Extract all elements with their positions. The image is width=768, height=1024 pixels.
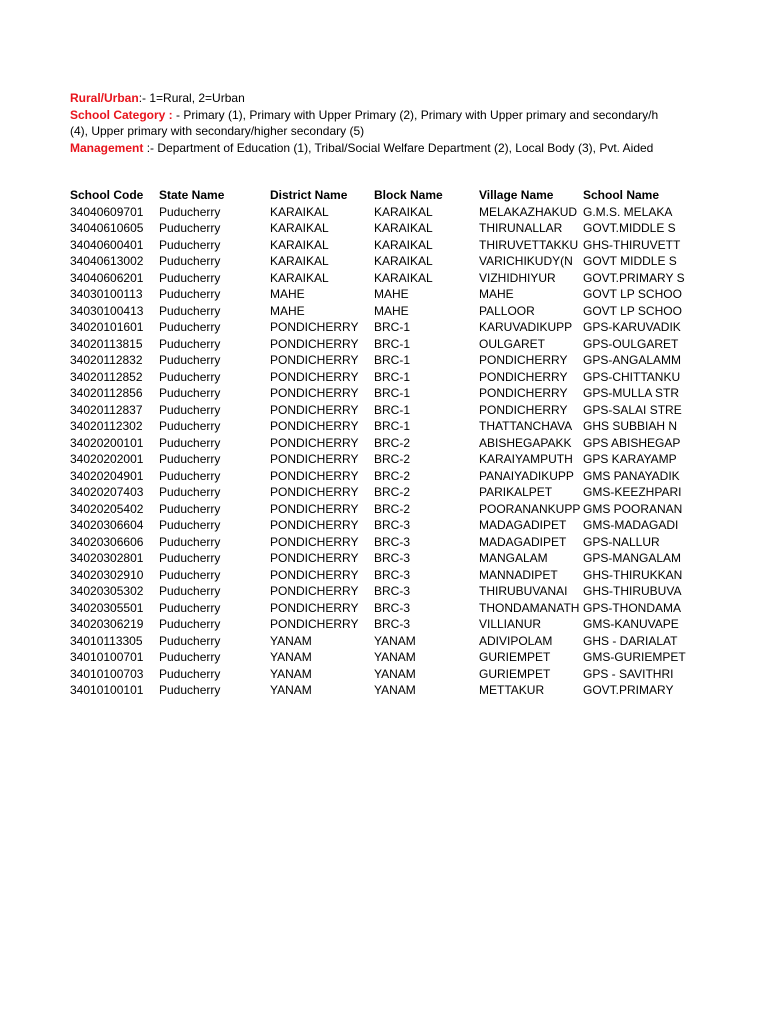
state-name-cell: Puducherry [159, 353, 221, 367]
school-code-cell: 34030100413 [70, 303, 144, 318]
block-name-cell: BRC-3 [374, 534, 411, 549]
district-name-cell: PONDICHERRY [270, 369, 359, 384]
school-code-cell: 34020302910 [70, 567, 144, 582]
state-name-cell: Puducherry [159, 237, 221, 252]
school-code-cell: 34010100701 [70, 650, 144, 664]
block-name-cell: BRC-1 [374, 386, 411, 400]
state-name-cell: Puducherry [159, 584, 221, 598]
village-name-cell: PALLOOR [479, 303, 535, 318]
legend-key: Management [70, 140, 147, 155]
state-name-cell: Puducherry [159, 386, 221, 400]
legend-school-category [70, 107, 768, 124]
school-code-cell: 34020204901 [70, 468, 144, 483]
school-code-cell: 34020113815 [70, 336, 143, 351]
school-code-cell: 34030100113 [70, 287, 143, 301]
table-row [68, 253, 688, 270]
block-name-cell: BRC-2 [374, 485, 411, 499]
school-code-cell: 34020112852 [70, 369, 143, 384]
table-row [68, 336, 688, 353]
table-row [68, 583, 688, 600]
village-name-cell: MANGALAM [479, 551, 548, 565]
table-row [68, 369, 688, 386]
district-name-cell: PONDICHERRY [270, 320, 359, 334]
district-name-cell: PONDICHERRY [270, 518, 359, 532]
village-name-cell: ABISHEGAPAKK [479, 435, 572, 450]
legend-text: (4), Upper primary with secondary/higher secondary (5) [70, 124, 365, 138]
school-code-cell: 34010100703 [70, 666, 144, 681]
table-row [68, 649, 688, 666]
table-row [68, 220, 688, 237]
state-name-cell: Puducherry [159, 303, 221, 318]
school-code-cell: 34020112302 [70, 419, 143, 433]
table-row [68, 451, 688, 468]
district-name-cell: YANAM [270, 650, 312, 664]
school-code-cell: 34020200101 [70, 435, 144, 450]
village-name-cell: MADAGADIPET [479, 518, 567, 532]
school-name-cell: GMS-MADAGADI [583, 518, 679, 532]
table-row [68, 435, 688, 452]
district-name-cell: PONDICHERRY [270, 386, 359, 400]
block-name-cell: YANAM [374, 650, 416, 664]
block-name-cell: BRC-2 [374, 468, 411, 483]
block-name-cell: BRC-3 [374, 617, 411, 631]
school-code-cell: 34010100101 [70, 683, 144, 697]
village-name-cell: PONDICHERRY [479, 402, 568, 417]
table-row [68, 319, 688, 336]
block-name-cell: YANAM [374, 666, 416, 681]
school-code-cell: 34020306604 [70, 518, 144, 532]
district-name-cell: PONDICHERRY [270, 567, 359, 582]
state-name-cell: Puducherry [159, 551, 221, 565]
block-name-cell: BRC-1 [374, 336, 411, 351]
district-name-cell: PONDICHERRY [270, 468, 359, 483]
village-name-cell: PANAIYADIKUPP [479, 468, 574, 483]
district-name-cell: YANAM [270, 633, 312, 648]
block-name-cell: BRC-3 [374, 600, 411, 615]
state-name-cell: Puducherry [159, 666, 221, 681]
legend-text: :- Department of Education (1), Tribal/Social Welfare Department (2), Local Body (3), Pvt. Aided [146, 140, 654, 155]
school-table [68, 187, 688, 699]
table-body [68, 204, 688, 699]
legend-rural-urban [70, 90, 768, 107]
block-name-cell: BRC-1 [374, 402, 411, 417]
school-code-cell: 34020112832 [70, 353, 143, 367]
block-name-cell: KARAIKAL [374, 270, 433, 285]
district-name-cell: PONDICHERRY [270, 336, 359, 351]
state-name-cell: Puducherry [159, 534, 221, 549]
school-code-cell: 34020306219 [70, 617, 144, 631]
village-name-cell: VIZHIDHIYUR [479, 270, 556, 285]
school-name-cell: GPS-CHITTANKU [583, 369, 681, 384]
block-name-cell: BRC-1 [374, 369, 411, 384]
school-name-cell: GPS-MULLA STR [583, 386, 680, 400]
school-name-cell: GPS-ANGALAMM [583, 353, 682, 367]
school-name-cell: GOVT.PRIMARY S [583, 270, 685, 285]
school-name-cell: GHS-THIRUKKAN [583, 567, 683, 582]
column-header: State Name [159, 188, 225, 202]
village-name-cell: MELAKAZHAKUD [479, 204, 578, 219]
school-name-cell: GHS SUBBIAH N [583, 419, 678, 433]
state-name-cell: Puducherry [159, 617, 221, 631]
village-name-cell: POORANANKUPP [479, 501, 581, 516]
village-name-cell: THIRUBUVANAI [479, 584, 568, 598]
district-name-cell: PONDICHERRY [270, 584, 359, 598]
block-name-cell: BRC-3 [374, 518, 411, 532]
table-header-row [68, 187, 688, 204]
table-row [68, 352, 688, 369]
district-name-cell: KARAIKAL [270, 237, 329, 252]
table-row [68, 385, 688, 402]
village-name-cell: PARIKALPET [479, 485, 553, 499]
state-name-cell: Puducherry [159, 369, 221, 384]
state-name-cell: Puducherry [159, 633, 221, 648]
column-header: District Name [270, 188, 348, 202]
table-row [68, 616, 688, 633]
table-row [68, 204, 688, 221]
school-code-cell: 34020112856 [70, 386, 143, 400]
village-name-cell: METTAKUR [479, 683, 545, 697]
village-name-cell: VILLIANUR [479, 617, 542, 631]
village-name-cell: MADAGADIPET [479, 534, 567, 549]
school-name-cell: GPS KARAYAMP [583, 452, 677, 466]
village-name-cell: GURIEMPET [479, 666, 551, 681]
school-code-cell: 34020305302 [70, 584, 144, 598]
district-name-cell: PONDICHERRY [270, 419, 359, 433]
village-name-cell: GURIEMPET [479, 650, 551, 664]
village-name-cell: THATTANCHAVA [479, 419, 573, 433]
district-name-cell: KARAIKAL [270, 270, 329, 285]
column-header: School Name [583, 188, 660, 202]
school-name-cell: GHS - DARIALAT [583, 633, 678, 648]
village-name-cell: THIRUVETTAKKU [479, 237, 579, 252]
block-name-cell: BRC-2 [374, 501, 411, 516]
district-name-cell: YANAM [270, 666, 312, 681]
state-name-cell: Puducherry [159, 501, 221, 516]
school-name-cell: GMS-GURIEMPET [583, 650, 686, 664]
table-row [68, 286, 688, 303]
table-row [68, 418, 688, 435]
school-name-cell: GPS-SALAI STRE [583, 402, 682, 417]
school-name-cell: GOVT LP SCHOO [583, 287, 682, 301]
state-name-cell: Puducherry [159, 518, 221, 532]
state-name-cell: Puducherry [159, 683, 221, 697]
legend-text: :- 1=Rural, 2=Urban [138, 91, 245, 105]
table-row [68, 600, 688, 617]
village-name-cell: MAHE [479, 287, 514, 301]
block-name-cell: BRC-2 [374, 435, 411, 450]
school-name-cell: G.M.S. MELAKA [583, 204, 673, 219]
table-row [68, 550, 688, 567]
state-name-cell: Puducherry [159, 204, 221, 219]
legend-school-category-cont [70, 123, 768, 140]
school-code-cell: 34020305501 [70, 600, 144, 615]
school-name-cell: GHS-THIRUBUVA [583, 584, 682, 598]
school-name-cell: GPS - SAVITHRI [583, 666, 674, 681]
table-row [68, 402, 688, 419]
village-name-cell: THIRUNALLAR [479, 221, 563, 235]
school-code-cell: 34040613002 [70, 254, 144, 268]
school-code-cell: 34020302801 [70, 551, 144, 565]
block-name-cell: BRC-3 [374, 551, 411, 565]
village-name-cell: PONDICHERRY [479, 353, 568, 367]
school-name-cell: GOVT.MIDDLE S [583, 221, 676, 235]
school-code-cell: 34040606201 [70, 270, 144, 285]
district-name-cell: PONDICHERRY [270, 452, 359, 466]
district-name-cell: PONDICHERRY [270, 485, 359, 499]
school-name-cell: GMS PANAYADIK [583, 468, 680, 483]
district-name-cell: KARAIKAL [270, 221, 329, 235]
district-name-cell: YANAM [270, 683, 312, 697]
block-name-cell: BRC-1 [374, 353, 411, 367]
school-code-cell: 34040600401 [70, 237, 144, 252]
district-name-cell: PONDICHERRY [270, 617, 359, 631]
state-name-cell: Puducherry [159, 650, 221, 664]
block-name-cell: KARAIKAL [374, 237, 433, 252]
state-name-cell: Puducherry [159, 270, 221, 285]
legend-key: School Category : [70, 107, 177, 122]
table-row [68, 468, 688, 485]
column-header: Village Name [479, 188, 554, 202]
school-name-cell: GMS-KANUVAPE [583, 617, 679, 631]
state-name-cell: Puducherry [159, 254, 221, 268]
column-header: School Code [70, 188, 144, 202]
block-name-cell: KARAIKAL [374, 221, 433, 235]
district-name-cell: MAHE [270, 287, 305, 301]
block-name-cell: KARAIKAL [374, 204, 433, 219]
state-name-cell: Puducherry [159, 468, 221, 483]
district-name-cell: PONDICHERRY [270, 353, 359, 367]
district-name-cell: PONDICHERRY [270, 402, 359, 417]
state-name-cell: Puducherry [159, 419, 221, 433]
village-name-cell: ADIVIPOLAM [479, 633, 553, 648]
district-name-cell: KARAIKAL [270, 254, 329, 268]
block-name-cell: MAHE [374, 303, 409, 318]
block-name-cell: MAHE [374, 287, 409, 301]
state-name-cell: Puducherry [159, 320, 221, 334]
school-code-cell: 34020112837 [70, 402, 143, 417]
block-name-cell: BRC-3 [374, 567, 411, 582]
village-name-cell: MANNADIPET [479, 567, 558, 582]
column-header: Block Name [374, 188, 443, 202]
school-name-cell: GPS-NALLUR [583, 534, 660, 549]
state-name-cell: Puducherry [159, 485, 221, 499]
district-name-cell: PONDICHERRY [270, 435, 359, 450]
village-name-cell: VARICHIKUDY(N [479, 254, 573, 268]
block-name-cell: KARAIKAL [374, 254, 433, 268]
school-name-cell: GPS ABISHEGAP [583, 435, 681, 450]
state-name-cell: Puducherry [159, 452, 221, 466]
school-code-cell: 34040610605 [70, 221, 144, 235]
table-row [68, 270, 688, 287]
village-name-cell: KARAIYAMPUTH [479, 452, 573, 466]
district-name-cell: PONDICHERRY [270, 501, 359, 516]
legend-management [70, 140, 768, 157]
village-name-cell: OULGARET [479, 336, 546, 351]
state-name-cell: Puducherry [159, 221, 221, 235]
block-name-cell: BRC-3 [374, 584, 411, 598]
legend-text: - Primary (1), Primary with Upper Primary (2), Primary with Upper primary and secondary/h [176, 107, 659, 122]
legend [70, 90, 768, 156]
legend-key: Rural/Urban [70, 91, 139, 105]
block-name-cell: BRC-1 [374, 320, 411, 334]
district-name-cell: KARAIKAL [270, 204, 329, 219]
table-row [68, 633, 688, 650]
school-code-cell: 34020207403 [70, 485, 144, 499]
district-name-cell: MAHE [270, 303, 305, 318]
school-code-cell: 34020202001 [70, 452, 144, 466]
district-name-cell: PONDICHERRY [270, 551, 359, 565]
school-name-cell: GMS-KEEZHPARI [583, 485, 682, 499]
school-name-cell: GOVT MIDDLE S [583, 254, 677, 268]
state-name-cell: Puducherry [159, 287, 221, 301]
state-name-cell: Puducherry [159, 402, 221, 417]
school-code-cell: 34040609701 [70, 204, 144, 219]
state-name-cell: Puducherry [159, 567, 221, 582]
district-name-cell: PONDICHERRY [270, 600, 359, 615]
block-name-cell: BRC-1 [374, 419, 411, 433]
village-name-cell: THONDAMANATH [479, 600, 580, 615]
school-name-cell: GHS-THIRUVETT [583, 237, 681, 252]
school-name-cell: GPS-OULGARET [583, 336, 679, 351]
block-name-cell: BRC-2 [374, 452, 411, 466]
table-row [68, 567, 688, 584]
village-name-cell: KARUVADIKUPP [479, 320, 573, 334]
table-row [68, 682, 688, 699]
school-code-cell: 34020101601 [70, 320, 144, 334]
district-name-cell: PONDICHERRY [270, 534, 359, 549]
table-row [68, 517, 688, 534]
state-name-cell: Puducherry [159, 336, 221, 351]
school-name-cell: GOVT.PRIMARY [583, 683, 674, 697]
block-name-cell: YANAM [374, 683, 416, 697]
state-name-cell: Puducherry [159, 600, 221, 615]
school-name-cell: GPS-THONDAMA [583, 600, 682, 615]
table-row [68, 534, 688, 551]
table-row [68, 484, 688, 501]
table-row [68, 237, 688, 254]
school-code-cell: 34010113305 [70, 633, 143, 648]
school-name-cell: GPS-MANGALAM [583, 551, 682, 565]
table-row [68, 501, 688, 518]
school-name-cell: GPS-KARUVADIK [583, 320, 681, 334]
school-name-cell: GOVT LP SCHOO [583, 303, 682, 318]
school-code-cell: 34020205402 [70, 501, 144, 516]
school-code-cell: 34020306606 [70, 534, 144, 549]
school-name-cell: GMS POORANAN [583, 501, 683, 516]
table-row [68, 666, 688, 683]
block-name-cell: YANAM [374, 633, 416, 648]
village-name-cell: PONDICHERRY [479, 386, 568, 400]
village-name-cell: PONDICHERRY [479, 369, 568, 384]
table-row [68, 303, 688, 320]
state-name-cell: Puducherry [159, 435, 221, 450]
